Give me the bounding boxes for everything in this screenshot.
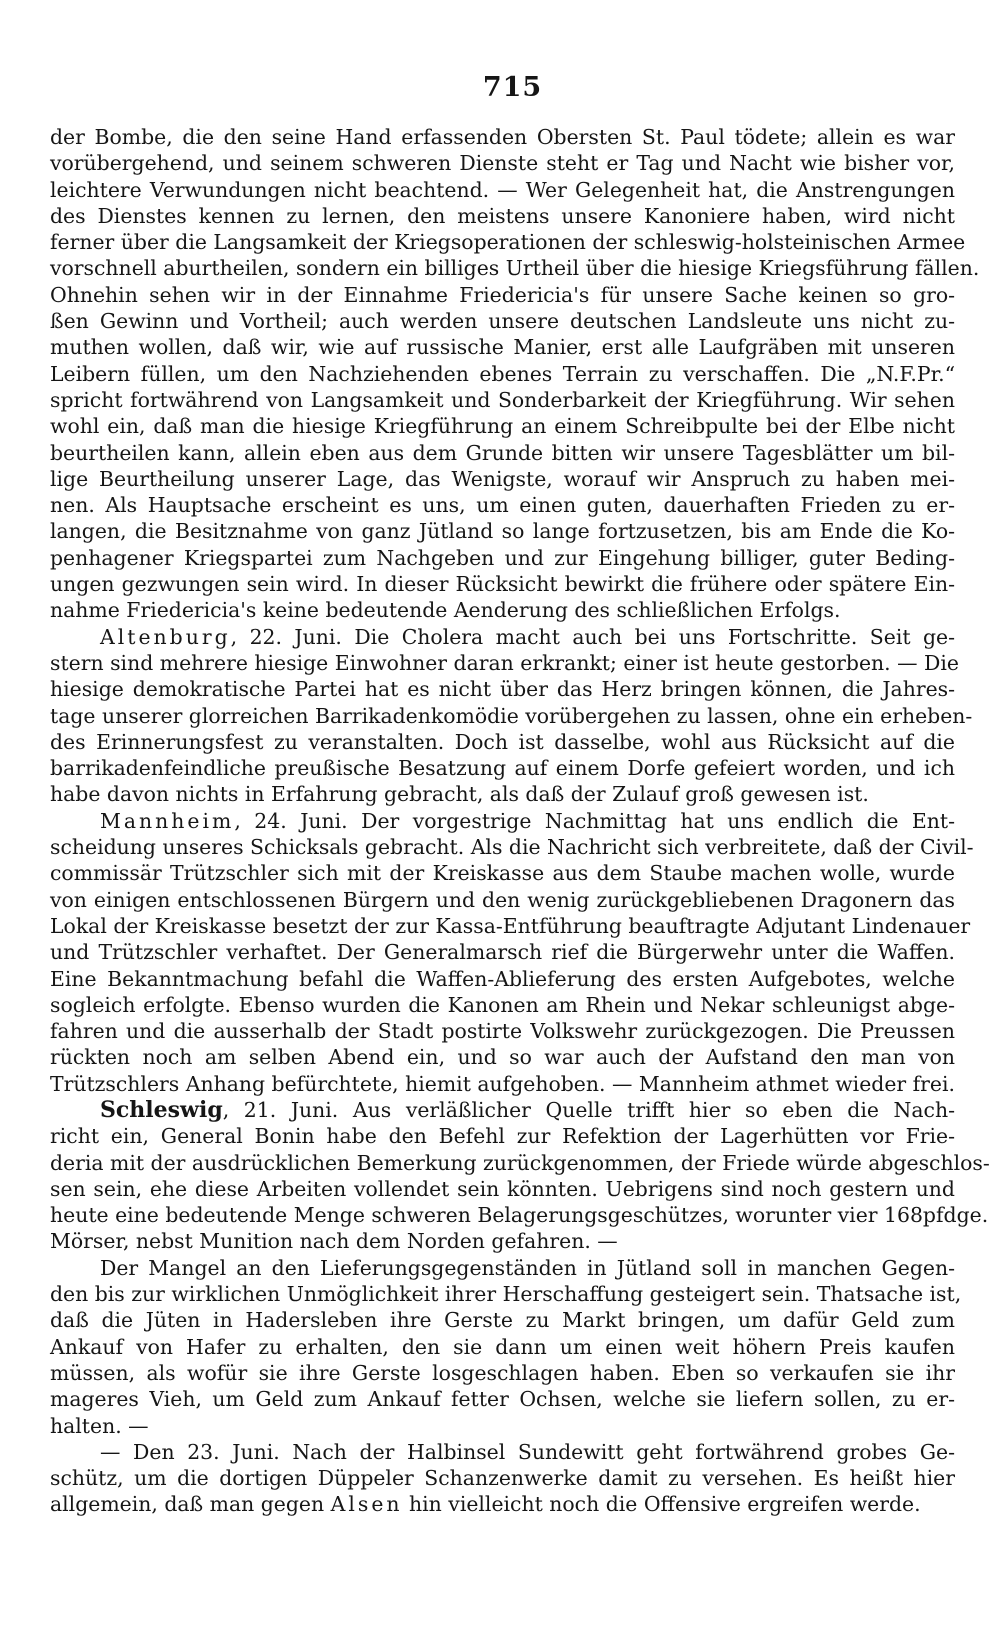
text-line: tage unserer glorreichen Barrikadenkomödie vorübergehen zu lassen, ohne ein erheben- [50, 703, 973, 728]
dateline-text: , 22. Juni. Die Cholera macht auch bei uns Fortschritte. Seit ge- [230, 624, 955, 649]
text-line: Der Mangel an den Lieferungsgegenständen in Jütland soll in manchen Gegen- [100, 1255, 955, 1280]
text-line: ferner über die Langsamkeit der Kriegsoperationen der schleswig-holsteinischen Armee [50, 230, 966, 255]
paragraph-altenburg [50, 624, 973, 808]
text-line: ßen Gewinn und Vortheil; auch werden unsere deutschen Landsleute uns nicht zu- [50, 309, 955, 334]
dateline-place: Schleswig [100, 1096, 223, 1123]
text-line: vorschnell aburtheilen, sondern ein billiges Urtheil über die hiesige Kriegsführung fällen. [50, 256, 980, 281]
text-line: lige Beurtheilung unserer Lage, das Wenigste, worauf wir Anspruch zu haben mei- [50, 466, 955, 491]
text-line: sogleich erfolgte. Ebenso wurden die Kanonen am Rhein und Nekar schleunigst abge- [50, 992, 955, 1017]
text-line: — Den 23. Juni. Nach der Halbinsel Sundewitt geht fortwährend grobes Ge- [100, 1439, 955, 1464]
dateline [50, 1097, 955, 1123]
text-line: penhagener Kriegspartei zum Nachgeben und zur Eingehung billiger, guter Beding- [50, 545, 955, 570]
text-line: Mörser, nebst Munition nach dem Norden gefahren. — [50, 1229, 618, 1254]
text-line: Ohnehin sehen wir in der Einnahme Friedericia's für unsere Sache keinen so gro- [50, 282, 955, 307]
text-line: rückten noch am selben Abend ein, und so war auch der Aufstand den man von [50, 1045, 955, 1070]
text-line: richt ein, General Bonin habe den Befehl zur Refektion der Lagerhütten vor Frie- [50, 1124, 955, 1149]
text-line: beurtheilen kann, allein eben aus dem Grunde bitten wir unsere Tagesblätter um bil- [50, 440, 955, 465]
text-line: spricht fortwährend von Langsamkeit und Sonderbarkeit der Kriegführung. Wir sehen [50, 387, 955, 412]
paragraph-friedericia [50, 124, 980, 624]
text-line: nahme Friedericia's keine bedeutende Aenderung des schließlichen Erfolgs. [50, 598, 841, 623]
text-segment: hin vielleicht noch die Offensive ergreifen werde. [402, 1492, 921, 1517]
text-line: habe davon nichts in Erfahrung gebracht, als daß der Zulauf groß gewesen ist. [50, 782, 869, 807]
text-line: der Bombe, die den seine Hand erfassenden Obersten St. Paul tödete; allein es war [50, 125, 955, 149]
text-line: scheidung unseres Schicksals gebracht. Als die Nachricht sich verbreitete, daß der Civil- [50, 835, 974, 860]
text-line: heute eine bedeutende Menge schweren Belagerungsgeschützes, worunter vier 168pfdge. [50, 1203, 989, 1228]
text-line: barrikadenfeindliche preußische Besatzung auf einem Dorfe gefeiert worden, und ich [50, 756, 955, 781]
dateline [50, 808, 955, 834]
text-line: langen, die Besitznahme von ganz Jütland so lange fortzusetzen, bis am Ende die Ko- [50, 519, 955, 544]
text-line: fahren und die ausserhalb der Stadt postirte Volkswehr zurückgezogen. Die Preussen [50, 1019, 955, 1044]
dateline-text: , 24. Juni. Der vorgestrige Nachmittag hat uns endlich die Ent- [234, 808, 955, 833]
paragraph-jutland-shortage [50, 1255, 962, 1439]
text-line: halten. — [50, 1413, 149, 1438]
text-line: sen sein, ehe diese Arbeiten vollendet sein könnten. Uebrigens sind noch gestern und [50, 1176, 955, 1201]
text-line: nen. Als Hauptsache erscheint es uns, um einen guten, dauerhaften Frieden zu er- [50, 493, 955, 518]
text-line: vorübergehend, und seinem schweren Dienste steht er Tag und Nacht wie bisher vor, [50, 151, 955, 176]
text-line: den bis zur wirklichen Unmöglichkeit ihrer Herschaffung gesteigert sein. Thatsache ist, [50, 1282, 962, 1307]
text-line: leichtere Verwundungen nicht beachtend. — Wer Gelegenheit hat, die Anstrengungen [50, 177, 955, 202]
text-line: von einigen entschlossenen Bürgern und den wenig zurückgebliebenen Dragonern das [50, 887, 955, 912]
text-line: mageres Vieh, um Geld zum Ankauf fetter Ochsen, welche sie liefern sollen, zu er- [50, 1387, 955, 1412]
text-line: Leibern füllen, um den Nachziehenden ebenes Terrain zu verschaffen. Die „N.F.Pr.“ [50, 361, 955, 386]
text-line: commissär Trützschler sich mit der Kreiskasse aus dem Staube machen wolle, wurde [50, 861, 955, 886]
dateline [50, 624, 955, 650]
text-segment: allgemein, daß man gegen [50, 1492, 331, 1517]
article-body [50, 124, 990, 1518]
page-number: 715 [482, 72, 543, 103]
text-line: und Trützschler verhaftet. Der Generalmarsch rief die Bürgerwehr unter die Waffen. [50, 940, 955, 965]
text-line: stern sind mehrere hiesige Einwohner daran erkrankt; einer ist heute gestorben. — Die [50, 650, 959, 675]
text-line: schütz, um die dortigen Düppeler Schanzenwerke damit zu versehen. Es heißt hier [50, 1466, 955, 1491]
text-line: des Erinnerungsfest zu veranstalten. Doch ist dasselbe, wohl aus Rücksicht auf die [50, 729, 955, 754]
text-line: daß die Jüten in Hadersleben ihre Gerste zu Markt bringen, um dafür Geld zum [50, 1308, 955, 1333]
text-line: des Dienstes kennen zu lernen, den meistens unsere Kanoniere haben, wird nicht [50, 203, 955, 228]
text-line: Trützschlers Anhang befürchtete, hiemit aufgehoben. — Mannheim athmet wieder frei. [50, 1071, 955, 1096]
text-line: hiesige demokratische Partei hat es nicht über das Herz bringen können, die Jahres- [50, 677, 955, 702]
dateline-text: , 21. Juni. Aus verläßlicher Quelle trifft hier so eben die Nach- [222, 1097, 955, 1122]
text-line: Ankauf von Hafer zu erhalten, den sie dann um einen weit höhern Preis kaufen [50, 1334, 955, 1359]
text-line-final [50, 1491, 955, 1517]
dateline-place: Altenburg [100, 624, 231, 649]
paragraph-schleswig [50, 1096, 990, 1255]
text-line: müssen, als wofür sie ihre Gerste losgeschlagen haben. Eben so verkaufen sie ihr [50, 1360, 955, 1385]
emphasized-place: Alsen [330, 1492, 403, 1517]
paragraph-sundewitt [50, 1439, 955, 1518]
newspaper-page [50, 70, 990, 1518]
text-line: wohl ein, daß man die hiesige Kriegführung an einem Schreibpulte bei der Elbe nicht [50, 414, 955, 439]
text-line: deria mit der ausdrücklichen Bemerkung zurückgenommen, der Friede würde abgeschlos- [50, 1150, 990, 1175]
text-line: Eine Bekanntmachung befahl die Waffen-Ablieferung des ersten Aufgebotes, welche [50, 966, 955, 991]
text-line: Lokal der Kreiskasse besetzt der zur Kassa-Entführung beauftragte Adjutant Lindenauer [50, 913, 971, 938]
text-line: ungen gezwungen sein wird. In dieser Rücksicht bewirkt die frühere oder spätere Ein- [50, 572, 955, 597]
dateline-place: Mannheim [100, 808, 235, 833]
paragraph-mannheim [50, 808, 974, 1097]
text-line: muthen wollen, daß wir, wie auf russische Manier, erst alle Laufgräben mit unseren [50, 335, 955, 360]
